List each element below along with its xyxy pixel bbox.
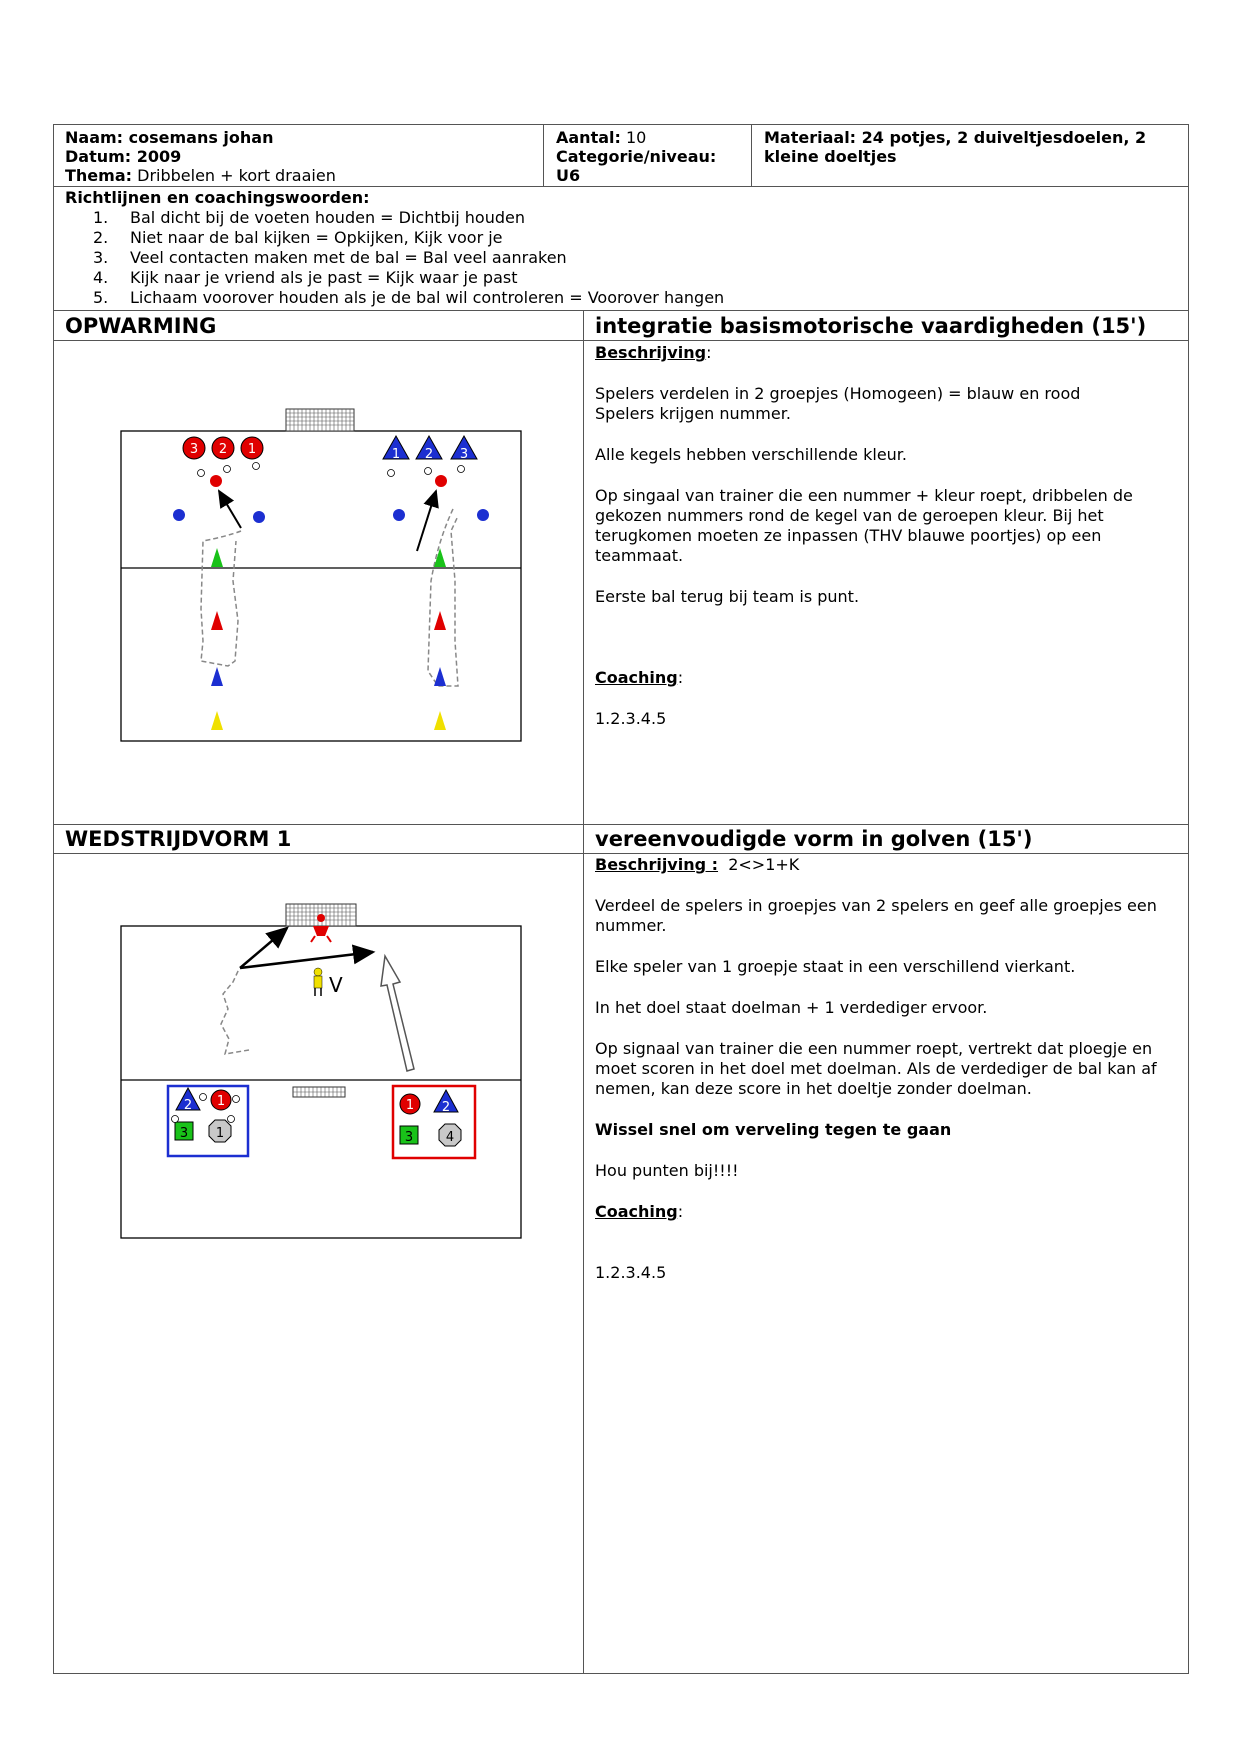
dribble-path bbox=[201, 531, 241, 666]
svg-text:1: 1 bbox=[247, 442, 257, 457]
pass-arrow bbox=[417, 491, 436, 551]
blue-player bbox=[176, 1088, 200, 1113]
pass-arrow bbox=[219, 491, 241, 528]
section1-paragraph: Eerste bal terug bij team is punt. bbox=[595, 587, 860, 606]
header-bottom-line bbox=[53, 186, 1189, 187]
green-cone-icon bbox=[211, 548, 223, 567]
pass-arrow bbox=[240, 952, 373, 968]
red-player bbox=[211, 1090, 231, 1110]
red-cone-icon bbox=[434, 611, 446, 630]
green-player bbox=[400, 1126, 418, 1145]
section2-right-title: vereenvoudigde vorm in golven (15') bbox=[595, 827, 1033, 851]
red-player bbox=[212, 437, 234, 459]
header-divider-1 bbox=[543, 124, 544, 186]
section2-bold-line: Wissel snel om verveling tegen te gaan bbox=[595, 1120, 952, 1139]
guideline-item: 4. Kijk naar je vriend als je past = Kijk waar je past bbox=[93, 268, 518, 287]
defender-icon bbox=[314, 968, 322, 996]
section2-coaching-value: 1.2.3.4.5 bbox=[595, 1263, 667, 1282]
defender-label: V bbox=[329, 973, 343, 997]
goal-icon bbox=[286, 409, 354, 431]
section2-extra-line: Hou punten bij!!!! bbox=[595, 1161, 739, 1180]
svg-text:3: 3 bbox=[404, 1130, 414, 1145]
theme-label: Thema: bbox=[65, 166, 133, 185]
guideline-item: 1. Bal dicht bij de voeten houden = Dichtbij houden bbox=[93, 208, 525, 227]
section2-paragraph: In het doel staat doelman + 1 verdediger ervoor. bbox=[595, 998, 988, 1017]
lesson-sheet bbox=[53, 124, 1189, 1674]
section1-paragraph: Alle kegels hebben verschillende kleur. bbox=[595, 445, 907, 464]
theme-field bbox=[65, 166, 336, 185]
section2-paragraph: Verdeel de spelers in groepjes van 2 spelers en geef alle groepjes een nummer. bbox=[595, 896, 1157, 935]
name-field: Naam: cosemans johan bbox=[65, 128, 274, 147]
count-label: Aantal: bbox=[556, 128, 621, 147]
count-value: 10 bbox=[626, 128, 647, 147]
guidelines-list bbox=[93, 208, 724, 308]
guideline-item: 5. Lichaam voorover houden als je de bal wil controleren = Voorover hangen bbox=[93, 288, 725, 307]
svg-text:1: 1 bbox=[216, 1094, 226, 1109]
category-value: U6 bbox=[556, 166, 581, 185]
red-player bbox=[400, 1094, 420, 1114]
section1-paragraph: Op singaal van trainer die een nummer + kleur roept, dribbelen de gekozen nummers rond de kegel van de geroepen kleur. Bij het terugkomen moeten ze inpassen (THV blauwe poortjes) op een teammaat. bbox=[595, 486, 1133, 565]
theme-value: Dribbelen + kort draaien bbox=[137, 166, 336, 185]
blue-cone-icon bbox=[434, 667, 446, 686]
guidelines-title: Richtlijnen en coachingswoorden: bbox=[65, 188, 370, 207]
svg-text:2: 2 bbox=[424, 447, 434, 462]
dribble-path bbox=[221, 969, 249, 1054]
svg-text:2: 2 bbox=[183, 1098, 193, 1113]
blue-player bbox=[434, 1090, 458, 1115]
svg-text:1: 1 bbox=[391, 447, 401, 462]
svg-text:3: 3 bbox=[179, 1126, 189, 1141]
svg-text:1: 1 bbox=[215, 1126, 225, 1141]
field-outline bbox=[121, 431, 521, 741]
svg-text:2: 2 bbox=[218, 442, 228, 457]
yellow-cone-icon bbox=[211, 711, 223, 730]
section2-description: Beschrijving : 2<>1+K Verdeel de spelers in groepjes van 2 spelers en geef alle groepjes een nummer. Elke speler van 1 groepje staat in een verschillend vierkant. In het doel staat doelman + 1 verdediger ervoor. Op signaal van trainer die een nummer roept, vertrekt dat ploegje en moet scoren in het doel met doelman. Als de verdediger de bal kan af nemen, kan deze score in het doeltje zonder doelman. Wissel snel om verveling tegen te gaan Hou punten bij!!!! Coaching: 1.2.3.4.5 bbox=[595, 855, 1170, 1304]
section2-paragraph: Elke speler van 1 groepje staat in een verschillend vierkant. bbox=[595, 957, 1076, 976]
section1-right-title: integratie basismotorische vaardigheden (15') bbox=[595, 314, 1147, 338]
section1-coaching-label: Coaching bbox=[595, 668, 678, 687]
category-label: Categorie/niveau: bbox=[556, 147, 717, 166]
section2-left-title: WEDSTRIJDVORM 1 bbox=[65, 827, 292, 851]
green-player bbox=[175, 1122, 193, 1141]
blue-cone-icon bbox=[211, 667, 223, 686]
guideline-item: 2. Niet naar de bal kijken = Opkijken, Kijk voor je bbox=[93, 228, 503, 247]
svg-text:2: 2 bbox=[441, 1100, 451, 1115]
gray-player bbox=[439, 1124, 461, 1146]
ball-marker bbox=[210, 475, 222, 487]
section1-paragraph: Spelers verdelen in 2 groepjes (Homogeen) = blauw en rood Spelers krijgen nummer. bbox=[595, 384, 1081, 423]
red-player bbox=[183, 437, 205, 459]
red-player bbox=[241, 437, 263, 459]
section1-column-divider bbox=[583, 310, 584, 1674]
section1-coaching-value: 1.2.3.4.5 bbox=[595, 709, 667, 728]
blue-gate-marker bbox=[173, 509, 489, 523]
svg-text:3: 3 bbox=[189, 442, 199, 457]
material-line-1: Materiaal: 24 potjes, 2 duiveltjesdoelen, 2 bbox=[764, 128, 1147, 147]
game-form-diagram bbox=[53, 854, 583, 1354]
run-arrow bbox=[381, 956, 414, 1071]
red-cone-icon bbox=[211, 611, 223, 630]
count-field bbox=[556, 128, 646, 147]
svg-text:3: 3 bbox=[459, 447, 469, 462]
svg-text:4: 4 bbox=[445, 1130, 455, 1145]
svg-text:1: 1 bbox=[405, 1098, 415, 1113]
section1-desc-label: Beschrijving bbox=[595, 343, 707, 362]
section2-coaching-label: Coaching bbox=[595, 1202, 678, 1221]
gray-player bbox=[209, 1120, 231, 1142]
section1-left-title: OPWARMING bbox=[65, 314, 217, 338]
section2-paragraph: Op signaal van trainer die een nummer roept, vertrekt dat ploegje en moet scoren in het doel met doelman. Als de verdediger de bal kan af nemen, kan deze score in het doeltje zonder doelman. bbox=[595, 1039, 1157, 1098]
section2-top-line bbox=[53, 824, 1189, 825]
small-goal-icon bbox=[293, 1087, 345, 1097]
yellow-cone-icon bbox=[434, 711, 446, 730]
header-divider-2 bbox=[751, 124, 752, 186]
material-line-2: kleine doeltjes bbox=[764, 147, 897, 166]
ball-marker bbox=[435, 475, 447, 487]
blue-player bbox=[451, 436, 477, 462]
blue-player bbox=[416, 436, 442, 462]
section2-desc-label: Beschrijving : bbox=[595, 855, 719, 874]
guideline-item: 3. Veel contacten maken met de bal = Bal veel aanraken bbox=[93, 248, 567, 267]
blue-player bbox=[383, 436, 409, 462]
dribble-path bbox=[428, 509, 458, 686]
ball-icon bbox=[198, 463, 465, 477]
guidelines-bottom-line bbox=[53, 310, 1189, 311]
section1-description: Beschrijving: Spelers verdelen in 2 groepjes (Homogeen) = blauw en rood Spelers krijgen nummer. Alle kegels hebben verschillende kleur. Op singaal van trainer die een nummer + kleur roept, dribbelen de gekozen nummers rond de kegel van de geroepen kleur. Bij het terugkomen moeten ze inpassen (THV blauwe poortjes) op een teammaat. Eerste bal terug bij team is punt. Coaching: 1.2.3.4.5 bbox=[595, 343, 1170, 750]
warmup-diagram bbox=[53, 341, 583, 824]
date-field: Datum: 2009 bbox=[65, 147, 182, 166]
